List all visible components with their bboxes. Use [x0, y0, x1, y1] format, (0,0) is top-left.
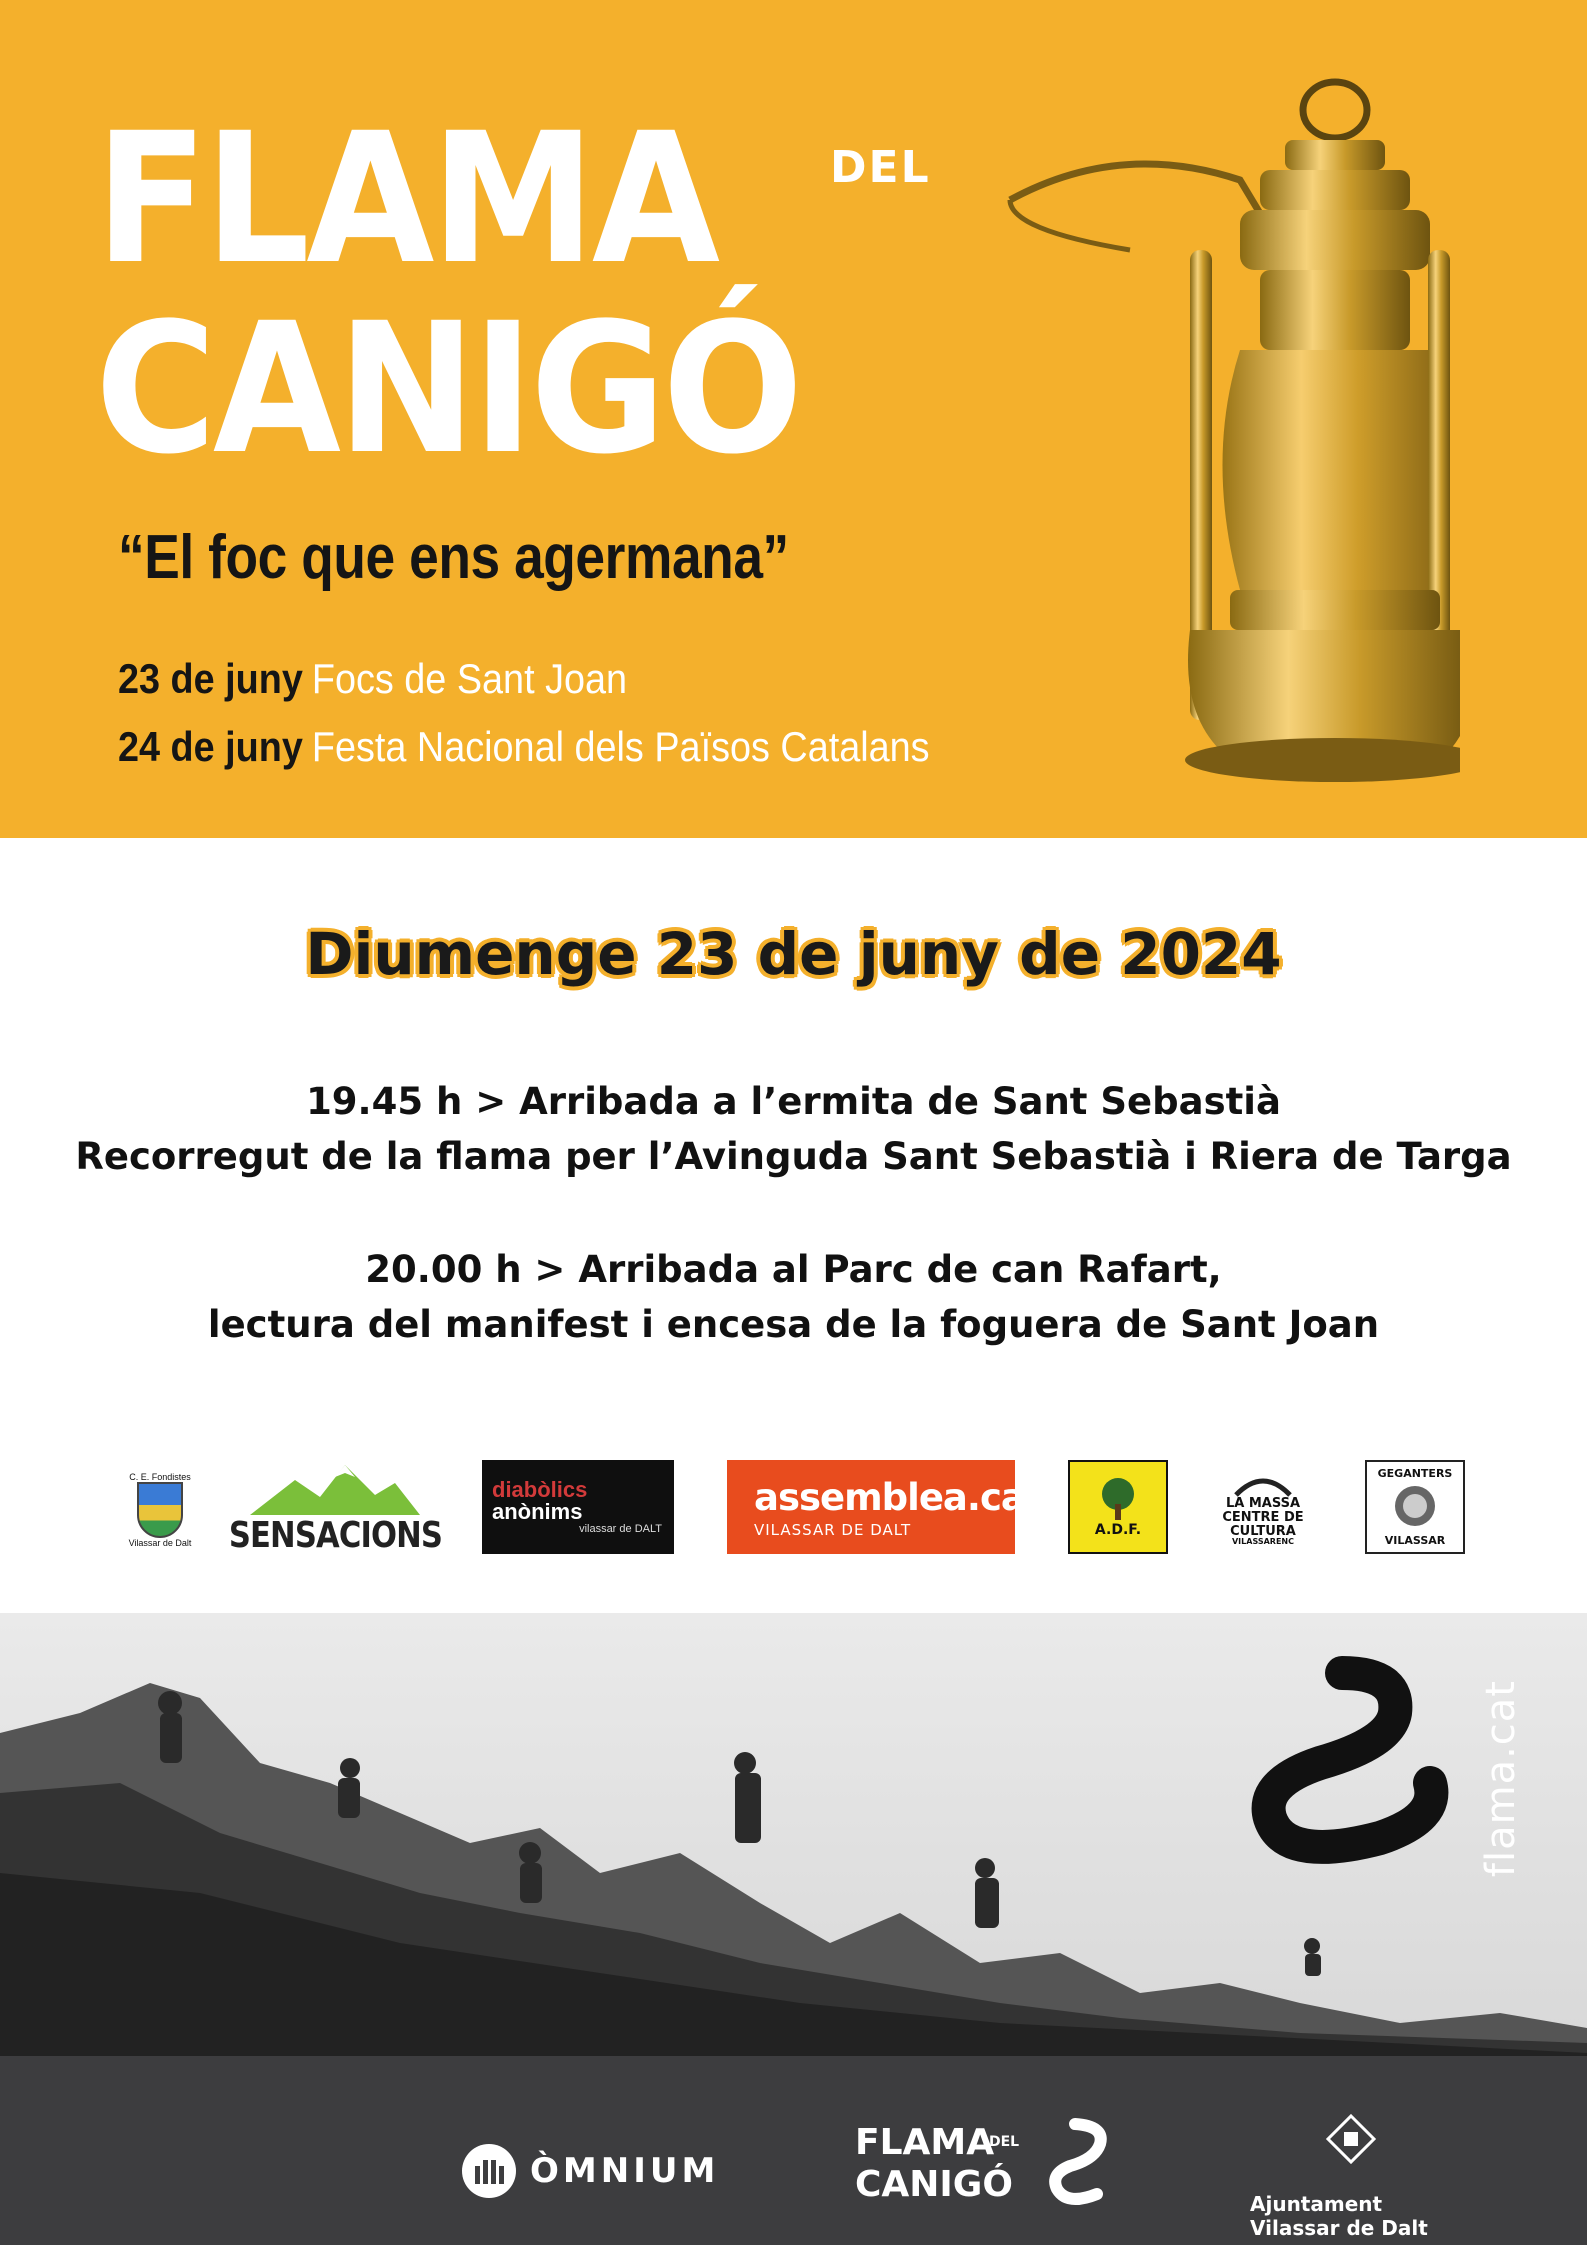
fondistes-logo[interactable] — [125, 1460, 195, 1560]
arc-icon — [1228, 1473, 1298, 1497]
lamassa-line: LA MASSA — [1225, 1496, 1301, 1512]
ajuntament-line1: Ajuntament — [1250, 2192, 1383, 2216]
diabolics-line2: anònims — [492, 1499, 583, 1524]
assemblea-name: assemblea.cat — [754, 1475, 1042, 1519]
omnium-logo[interactable] — [462, 2144, 719, 2198]
title-flama: FLAMA — [95, 95, 717, 304]
sensacions-text: SENSACIONS — [228, 1514, 442, 1556]
sponsor-logos — [0, 1460, 1587, 1570]
assemblea-sub: VILASSAR DE DALT — [754, 1520, 912, 1539]
diabolics-line1: diabòlics — [492, 1477, 588, 1502]
geganters-logo[interactable] — [1365, 1460, 1465, 1554]
dateline-date: 24 de juny — [118, 723, 303, 770]
diabolics-line3: vilassar de DALT — [579, 1523, 662, 1535]
fondistes-name: C. E. Fondistes — [129, 1472, 191, 1482]
assemblea-logo[interactable] — [727, 1460, 1042, 1554]
dateline-date: 23 de juny — [118, 655, 303, 702]
program-line: lectura del manifest i encesa de la foguera de Sant Joan — [207, 1303, 1380, 1346]
adf-text: A.D.F. — [1094, 1522, 1142, 1538]
adf-logo[interactable] — [1068, 1460, 1168, 1554]
flama-logo-line2: CANIGÓ — [855, 2164, 1013, 2205]
crest-icon — [1326, 2114, 1376, 2164]
lamassa-line: VILASSARENC — [1231, 1537, 1294, 1547]
tree-icon — [1093, 1476, 1143, 1522]
lantern-image — [990, 70, 1460, 790]
lamassa-line: CULTURA — [1230, 1523, 1296, 1539]
sensacions-logo[interactable] — [228, 1460, 442, 1560]
flama-cat-text[interactable]: flama.cat — [1478, 1680, 1524, 1878]
fondistes-town: Vilassar de Dalt — [128, 1538, 192, 1548]
lamassa-line: CENTRE DE — [1222, 1509, 1304, 1525]
lamassa-logo[interactable] — [1222, 1460, 1304, 1560]
dateline-text: Focs de Sant Joan — [311, 655, 628, 702]
dateline-24 — [118, 723, 930, 771]
flama-canigo-logo[interactable] — [855, 2114, 1115, 2224]
flama-s-icon — [1045, 2114, 1115, 2214]
slogan: “El foc que ens agermana” — [118, 523, 789, 592]
title-canigo: CANIGÓ — [95, 285, 800, 494]
geganters-bottom: VILASSAR — [1384, 1534, 1446, 1547]
event-main-date: Diumenge 23 de juny de 2024 — [305, 920, 1282, 988]
program-line: 19.45 h > Arribada a l’ermita de Sant Sebastià — [306, 1080, 1281, 1123]
dateline-text: Festa Nacional dels Països Catalans — [311, 723, 930, 770]
hikers-photo — [0, 1613, 1587, 2056]
diabolics-logo[interactable] — [482, 1460, 674, 1554]
flama-logo-del: DEL — [989, 2134, 1020, 2150]
dateline-23 — [118, 655, 627, 703]
shield-icon — [137, 1482, 183, 1538]
omnium-icon — [462, 2144, 516, 2198]
program-line: Recorregut de la flama per l’Avinguda Sant Sebastià i Riera de Targa — [75, 1135, 1512, 1178]
geganters-top: GEGANTERS — [1377, 1467, 1453, 1480]
omnium-name: ÒMNIUM — [530, 2151, 720, 2191]
flama-logo-line1: FLAMA — [855, 2122, 995, 2163]
flama-cat-vertical — [1478, 1680, 1538, 1878]
giant-head-icon — [1387, 1480, 1443, 1534]
mountains-icon — [250, 1465, 420, 1515]
program-line: 20.00 h > Arribada al Parc de can Rafart, — [365, 1248, 1222, 1291]
ajuntament-line2: Vilassar de Dalt — [1250, 2216, 1428, 2240]
mountain-ridge-image — [0, 1613, 1587, 2056]
header-band — [0, 0, 1587, 838]
footer — [0, 2056, 1587, 2245]
title-del: DEL — [830, 142, 931, 193]
